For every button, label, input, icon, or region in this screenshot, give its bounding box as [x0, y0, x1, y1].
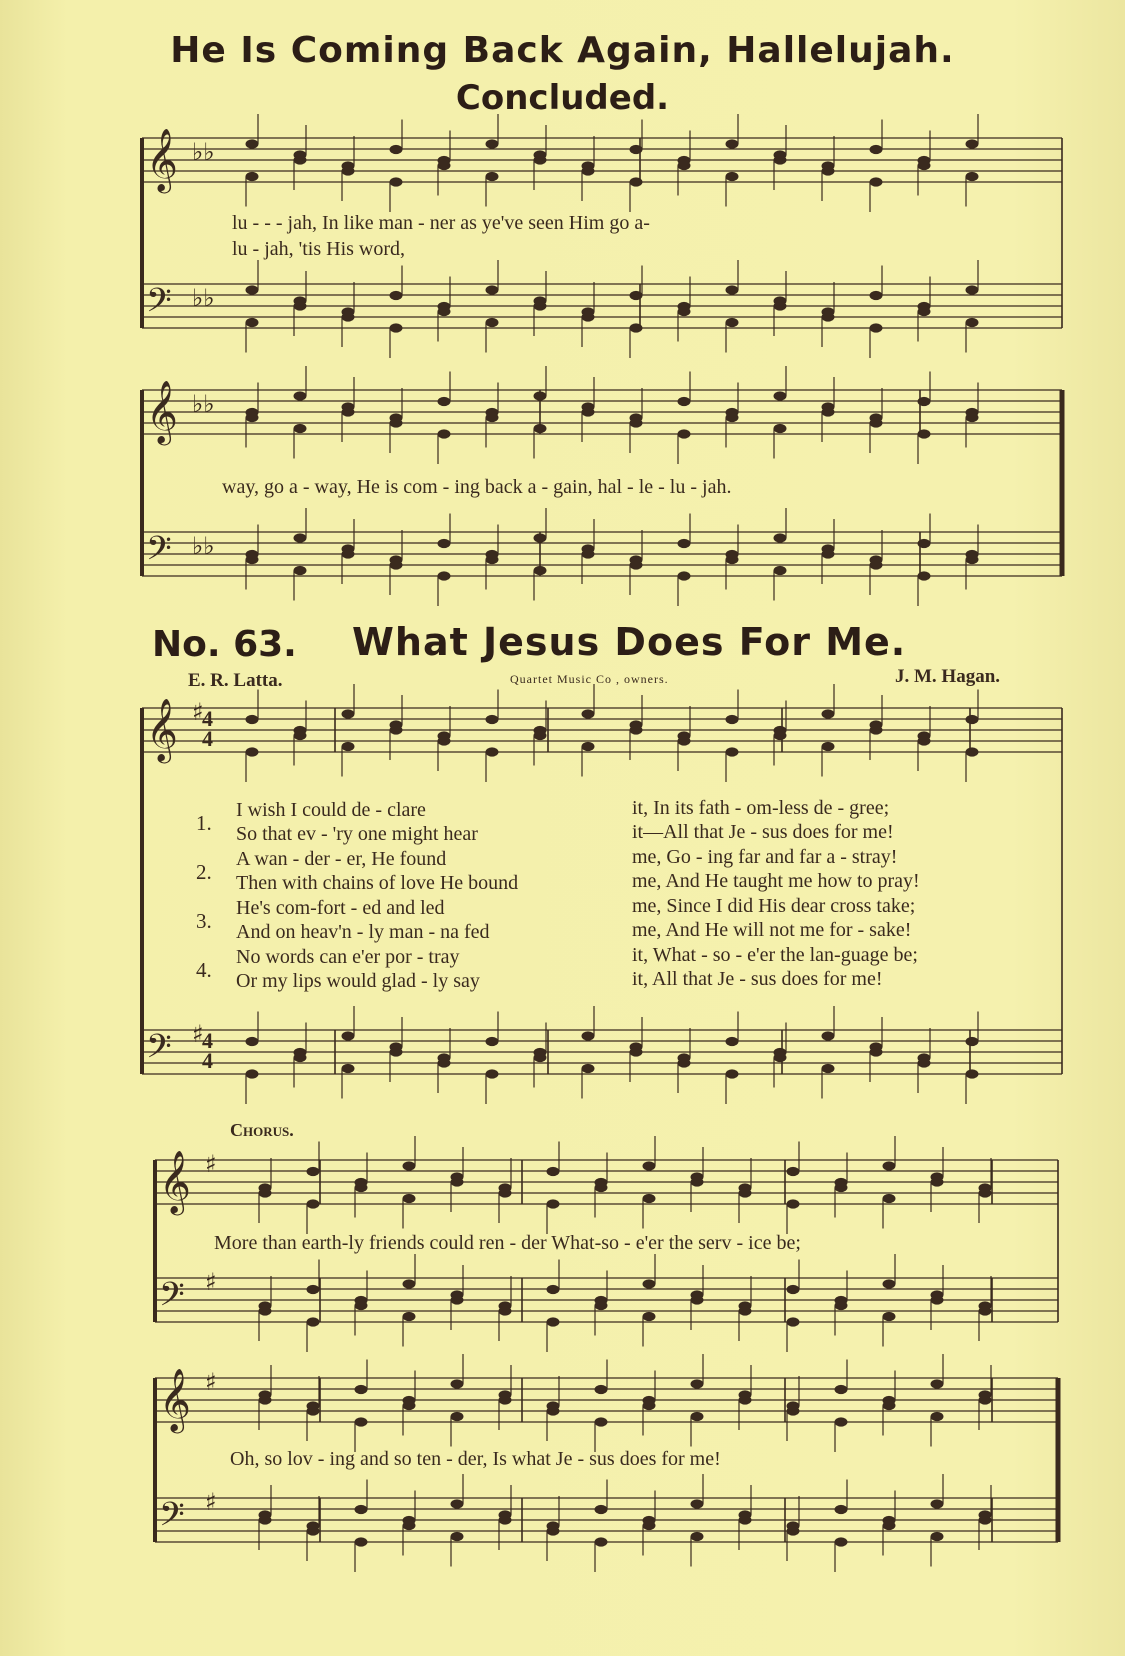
- notehead: [246, 1069, 259, 1078]
- time-signature: 4: [202, 1048, 213, 1073]
- notehead: [787, 1406, 800, 1415]
- notehead: [966, 318, 979, 327]
- notehead: [678, 736, 691, 745]
- notehead: [486, 172, 499, 181]
- notehead: [451, 1177, 464, 1186]
- key-signature: ♭♭: [192, 532, 215, 560]
- notehead: [246, 318, 259, 327]
- notehead: [918, 429, 931, 438]
- notehead: [630, 145, 643, 154]
- notehead: [534, 533, 547, 542]
- verse-lyric: it, In its fath - om-less de - gree;: [632, 797, 890, 819]
- notehead: [739, 1306, 752, 1315]
- verse-number: 3.: [196, 909, 212, 933]
- notehead: [246, 555, 259, 564]
- notehead: [822, 312, 835, 321]
- notehead: [547, 1317, 560, 1326]
- notehead: [643, 1312, 656, 1321]
- notehead: [486, 413, 499, 422]
- notehead: [870, 177, 883, 186]
- notehead: [547, 1526, 560, 1535]
- key-signature: ♯: [205, 1488, 217, 1516]
- key-signature: ♯: [205, 1268, 217, 1296]
- notehead: [534, 566, 547, 575]
- notehead: [739, 1188, 752, 1197]
- notehead: [438, 161, 451, 170]
- verse-lyric: it—All that Je - sus does for me!: [632, 821, 894, 843]
- notehead: [451, 1532, 464, 1541]
- notehead: [438, 571, 451, 580]
- notehead: [486, 1037, 499, 1046]
- previous-hymn-title: He Is Coming Back Again, Hallelujah.: [170, 30, 955, 71]
- notehead: [342, 1064, 355, 1073]
- notehead: [691, 1499, 704, 1508]
- notehead: [294, 155, 307, 164]
- notehead: [451, 1379, 464, 1388]
- notehead: [582, 312, 595, 321]
- notehead: [355, 1417, 368, 1426]
- notehead: [822, 742, 835, 751]
- notehead: [499, 1515, 512, 1524]
- notehead: [787, 1167, 800, 1176]
- key-signature: ♭♭: [192, 138, 215, 166]
- verse-lyric: He's com-fort - ed and led: [236, 897, 445, 919]
- hymn-number: No. 63.: [152, 624, 297, 665]
- notehead: [355, 1537, 368, 1546]
- notehead: [403, 1279, 416, 1288]
- notehead: [870, 725, 883, 734]
- notehead: [883, 1312, 896, 1321]
- notehead: [294, 533, 307, 542]
- notehead: [534, 1053, 547, 1062]
- bass-clef: 𝄢: [146, 282, 172, 328]
- notehead: [870, 145, 883, 154]
- notehead: [691, 1379, 704, 1388]
- notehead: [726, 715, 739, 724]
- notehead: [342, 1031, 355, 1040]
- notehead: [691, 1412, 704, 1421]
- notehead: [966, 715, 979, 724]
- notehead: [822, 549, 835, 558]
- notehead: [726, 318, 739, 327]
- verse-lyric: me, And He will not me for - sake!: [632, 919, 912, 941]
- notehead: [931, 1499, 944, 1508]
- notehead: [774, 301, 787, 310]
- owners-credit: Quartet Music Co , owners.: [510, 672, 669, 686]
- notehead: [582, 407, 595, 416]
- notehead: [691, 1532, 704, 1541]
- chorus-label: Chorus.: [230, 1120, 294, 1140]
- bass-clef: 𝄢: [146, 1028, 172, 1074]
- notehead: [691, 1177, 704, 1186]
- notehead: [678, 161, 691, 170]
- notehead: [438, 736, 451, 745]
- notehead: [294, 424, 307, 433]
- notehead: [931, 1532, 944, 1541]
- verse-lyric: me, Go - ing far and far a - stray!: [632, 846, 898, 868]
- notehead: [451, 1499, 464, 1508]
- notehead: [678, 571, 691, 580]
- verse-lyric: me, And He taught me how to pray!: [632, 870, 920, 892]
- notehead: [390, 145, 403, 154]
- notehead: [294, 731, 307, 740]
- lyric-line: lu - jah, 'tis His word,: [232, 238, 406, 260]
- treble-clef: 𝄞: [146, 380, 178, 443]
- notehead: [294, 1053, 307, 1062]
- notehead: [294, 566, 307, 575]
- notehead: [355, 1385, 368, 1394]
- notehead: [822, 709, 835, 718]
- notehead: [451, 1412, 464, 1421]
- notehead: [774, 1053, 787, 1062]
- notehead: [547, 1167, 560, 1176]
- notehead: [835, 1505, 848, 1514]
- verse-lyric: Then with chains of love He bound: [236, 872, 519, 894]
- notehead: [739, 1515, 752, 1524]
- notehead: [246, 715, 259, 724]
- notehead: [630, 1047, 643, 1056]
- composer-credit: J. M. Hagan.: [895, 666, 1001, 687]
- notehead: [486, 285, 499, 294]
- notehead: [870, 560, 883, 569]
- notehead: [787, 1285, 800, 1294]
- notehead: [259, 1306, 272, 1315]
- notehead: [438, 397, 451, 406]
- notehead: [726, 747, 739, 756]
- notehead: [726, 139, 739, 148]
- notehead: [774, 424, 787, 433]
- notehead: [307, 1199, 320, 1208]
- notehead: [822, 1064, 835, 1073]
- notehead: [966, 285, 979, 294]
- notehead: [966, 413, 979, 422]
- notehead: [643, 1401, 656, 1410]
- notehead: [582, 549, 595, 558]
- notehead: [883, 1194, 896, 1203]
- notehead: [342, 709, 355, 718]
- notehead: [534, 301, 547, 310]
- notehead: [630, 177, 643, 186]
- verse-lyric: No words can e'er por - tray: [236, 946, 460, 968]
- notehead: [883, 1401, 896, 1410]
- notehead: [931, 1379, 944, 1388]
- notehead: [691, 1295, 704, 1304]
- notehead: [246, 285, 259, 294]
- notehead: [403, 1194, 416, 1203]
- hymn-title: What Jesus Does For Me.: [352, 620, 907, 664]
- notehead: [630, 725, 643, 734]
- notehead: [726, 172, 739, 181]
- chorus-lyric: More than earth-ly friends could ren - der What-so - e'er the serv - ice be;: [214, 1232, 801, 1254]
- notehead: [595, 1183, 608, 1192]
- notehead: [403, 1161, 416, 1170]
- notehead: [547, 1285, 560, 1294]
- notehead: [294, 301, 307, 310]
- notehead: [966, 1037, 979, 1046]
- chorus-lyric: Oh, so lov - ing and so ten - der, Is what Je - sus does for me!: [230, 1448, 721, 1470]
- notehead: [582, 709, 595, 718]
- notehead: [787, 1317, 800, 1326]
- notehead: [643, 1194, 656, 1203]
- notehead: [822, 166, 835, 175]
- notehead: [499, 1188, 512, 1197]
- notehead: [595, 1537, 608, 1546]
- notehead: [979, 1188, 992, 1197]
- notehead: [307, 1167, 320, 1176]
- notehead: [403, 1521, 416, 1530]
- notehead: [534, 731, 547, 740]
- notehead: [678, 429, 691, 438]
- notehead: [979, 1395, 992, 1404]
- notehead: [342, 166, 355, 175]
- notehead: [918, 736, 931, 745]
- verse-number: 2.: [196, 860, 212, 884]
- notehead: [918, 571, 931, 580]
- notehead: [630, 323, 643, 332]
- notehead: [342, 407, 355, 416]
- notehead: [595, 1301, 608, 1310]
- notehead: [390, 323, 403, 332]
- notehead: [678, 307, 691, 316]
- treble-clef: 𝄞: [159, 1368, 191, 1431]
- notehead: [870, 418, 883, 427]
- notehead: [774, 566, 787, 575]
- treble-clef: 𝄞: [146, 128, 178, 191]
- notehead: [259, 1515, 272, 1524]
- notehead: [870, 1047, 883, 1056]
- notehead: [547, 1199, 560, 1208]
- notehead: [835, 1537, 848, 1546]
- time-signature: 4: [202, 1028, 213, 1053]
- verse-lyric: it, What - so - e'er the lan-guage be;: [632, 944, 918, 966]
- notehead: [630, 418, 643, 427]
- notehead: [787, 1526, 800, 1535]
- verse-lyric: I wish I could de - clare: [236, 799, 426, 821]
- notehead: [595, 1505, 608, 1514]
- notehead: [931, 1295, 944, 1304]
- notehead: [534, 424, 547, 433]
- key-signature: ♯: [205, 1150, 217, 1178]
- notehead: [582, 1064, 595, 1073]
- notehead: [787, 1199, 800, 1208]
- notehead: [979, 1515, 992, 1524]
- time-signature: 4: [202, 706, 213, 731]
- notehead: [678, 1058, 691, 1067]
- notehead: [966, 555, 979, 564]
- verse-lyric: Or my lips would glad - ly say: [236, 970, 480, 992]
- notehead: [643, 1161, 656, 1170]
- notehead: [486, 747, 499, 756]
- notehead: [966, 139, 979, 148]
- treble-clef: 𝄞: [159, 1150, 191, 1213]
- bass-clef: 𝄢: [159, 1276, 185, 1322]
- lyric-line: way, go a - way, He is com - ing back a - gain, hal - le - lu - jah.: [222, 476, 732, 498]
- notehead: [342, 312, 355, 321]
- notehead: [259, 1188, 272, 1197]
- notehead: [822, 407, 835, 416]
- key-signature: ♯: [192, 1020, 204, 1048]
- notehead: [739, 1395, 752, 1404]
- notehead: [870, 323, 883, 332]
- key-signature: ♯: [205, 1368, 217, 1396]
- notehead: [883, 1161, 896, 1170]
- notehead: [246, 747, 259, 756]
- bass-clef: 𝄢: [159, 1496, 185, 1542]
- author-credit: E. R. Latta.: [188, 670, 283, 691]
- notehead: [355, 1183, 368, 1192]
- notehead: [726, 413, 739, 422]
- verse-lyric: A wan - der - er, He found: [236, 848, 447, 870]
- verse-lyric: And on heav'n - ly man - na fed: [236, 921, 490, 943]
- notehead: [726, 1037, 739, 1046]
- key-signature: ♯: [192, 698, 204, 726]
- verse-lyric: it, All that Je - sus does for me!: [632, 968, 883, 990]
- notehead: [918, 161, 931, 170]
- notehead: [259, 1395, 272, 1404]
- verse-number: 4.: [196, 958, 212, 982]
- notehead: [294, 391, 307, 400]
- notehead: [726, 285, 739, 294]
- notehead: [342, 549, 355, 558]
- treble-clef: 𝄞: [146, 698, 178, 761]
- notehead: [582, 1031, 595, 1040]
- notehead: [390, 177, 403, 186]
- notehead: [499, 1306, 512, 1315]
- notehead: [403, 1401, 416, 1410]
- notehead: [355, 1301, 368, 1310]
- time-signature: 4: [202, 726, 213, 751]
- notehead: [774, 533, 787, 542]
- notehead: [438, 539, 451, 548]
- notehead: [774, 731, 787, 740]
- notehead: [595, 1417, 608, 1426]
- notehead: [246, 172, 259, 181]
- notehead: [246, 139, 259, 148]
- key-signature: ♭♭: [192, 390, 215, 418]
- notehead: [883, 1279, 896, 1288]
- notehead: [595, 1385, 608, 1394]
- notehead: [643, 1521, 656, 1530]
- notehead: [307, 1285, 320, 1294]
- bass-clef: 𝄢: [146, 530, 172, 576]
- notehead: [403, 1312, 416, 1321]
- notehead: [774, 391, 787, 400]
- notehead: [582, 742, 595, 751]
- notehead: [307, 1526, 320, 1535]
- previous-hymn-subtitle: Concluded.: [455, 78, 670, 118]
- notehead: [883, 1521, 896, 1530]
- notehead: [438, 429, 451, 438]
- notehead: [246, 1037, 259, 1046]
- notehead: [643, 1279, 656, 1288]
- notehead: [835, 1301, 848, 1310]
- notehead: [246, 413, 259, 422]
- notehead: [918, 539, 931, 548]
- notehead: [979, 1306, 992, 1315]
- verse-lyric: So that ev - 'ry one might hear: [236, 823, 478, 845]
- lyric-line: lu - - - jah, In like man - ner as ye've seen Him go a-: [232, 212, 650, 234]
- notehead: [822, 1031, 835, 1040]
- notehead: [390, 725, 403, 734]
- notehead: [835, 1183, 848, 1192]
- notehead: [931, 1412, 944, 1421]
- key-signature: ♭♭: [192, 284, 215, 312]
- notehead: [547, 1406, 560, 1415]
- notehead: [835, 1385, 848, 1394]
- notehead: [390, 1047, 403, 1056]
- notehead: [342, 742, 355, 751]
- notehead: [355, 1505, 368, 1514]
- notehead: [630, 291, 643, 300]
- notehead: [582, 166, 595, 175]
- notehead: [726, 555, 739, 564]
- notehead: [390, 560, 403, 569]
- notehead: [931, 1177, 944, 1186]
- notehead: [438, 307, 451, 316]
- notehead: [499, 1395, 512, 1404]
- notehead: [678, 539, 691, 548]
- notehead: [390, 291, 403, 300]
- notehead: [307, 1406, 320, 1415]
- verse-lyric: me, Since I did His dear cross take;: [632, 895, 916, 917]
- notehead: [630, 560, 643, 569]
- notehead: [451, 1295, 464, 1304]
- notehead: [486, 555, 499, 564]
- notehead: [918, 1058, 931, 1067]
- notehead: [438, 1058, 451, 1067]
- notehead: [390, 418, 403, 427]
- notehead: [966, 172, 979, 181]
- notehead: [774, 155, 787, 164]
- notehead: [918, 307, 931, 316]
- notehead: [534, 391, 547, 400]
- notehead: [870, 291, 883, 300]
- notehead: [307, 1317, 320, 1326]
- notehead: [726, 1069, 739, 1078]
- notehead: [486, 1069, 499, 1078]
- notehead: [918, 397, 931, 406]
- notehead: [486, 715, 499, 724]
- notehead: [534, 155, 547, 164]
- notehead: [835, 1417, 848, 1426]
- notehead: [486, 139, 499, 148]
- verse-number: 1.: [196, 811, 212, 835]
- notehead: [966, 1069, 979, 1078]
- notehead: [966, 747, 979, 756]
- notehead: [678, 397, 691, 406]
- notehead: [486, 318, 499, 327]
